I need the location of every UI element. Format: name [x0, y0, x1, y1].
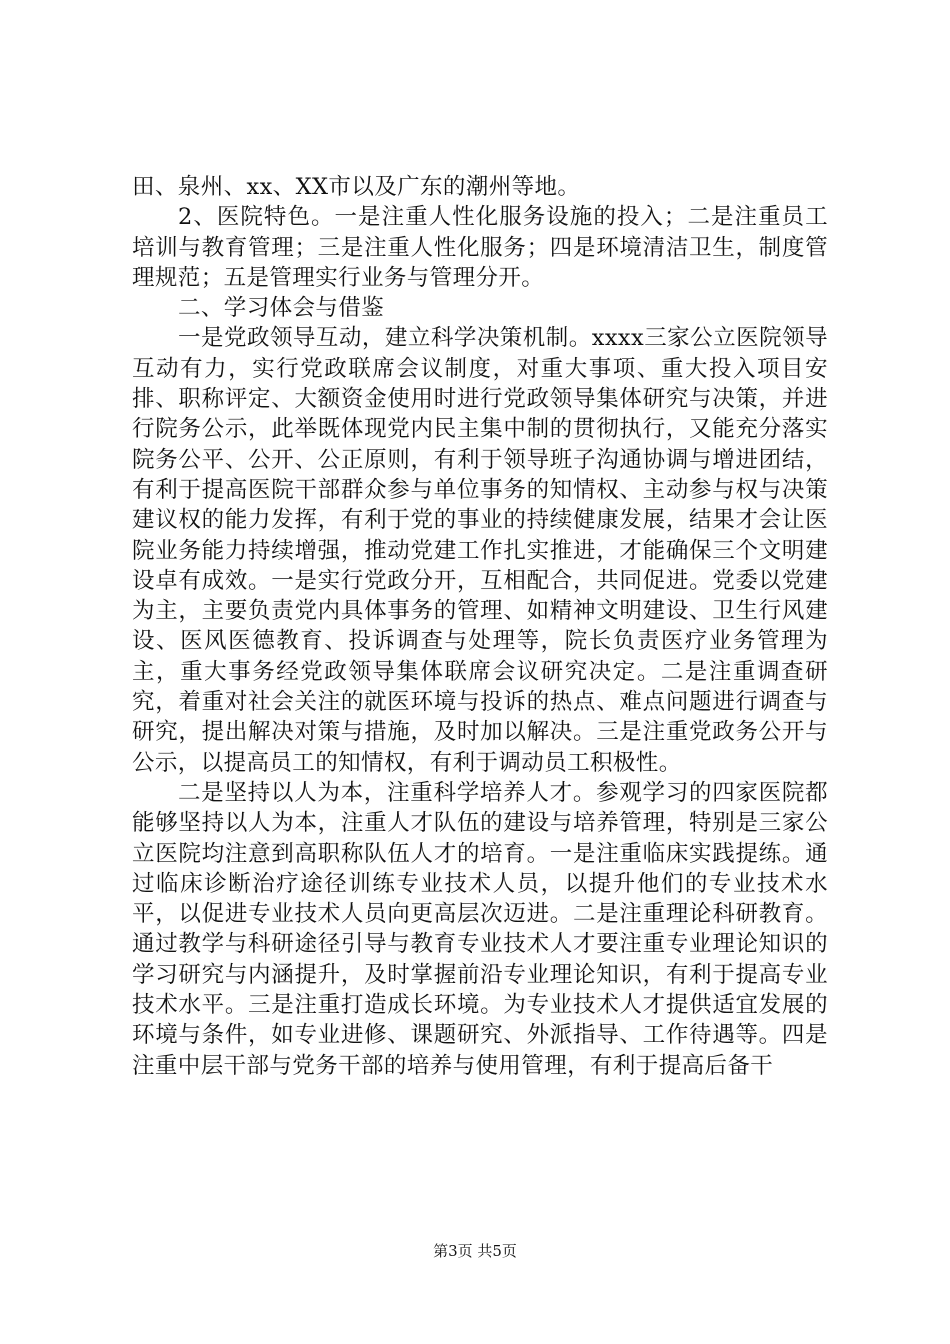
paragraph-hospital-features: 2、医院特色。一是注重人性化服务设施的投入；二是注重员工培训与教育管理；三是注重人性化服务；四是环境清洁卫生，制度管理规范；五是管理实行业务与管理分开。	[132, 204, 828, 291]
section-heading: 二、学习体会与借鉴	[178, 295, 385, 322]
page-number: 第3页 共5页	[433, 1242, 517, 1260]
paragraph-continuation: 田、泉州、xx、XX市以及广东的潮州等地。	[132, 174, 581, 200]
page-footer	[0, 1240, 950, 1261]
paragraph-talent: 二是坚持以人为本，注重科学培养人才。参观学习的四家医院都能够坚持以人为本，注重人才队伍的建设与培养管理，特别是三家公立医院均注意到高职称队伍人才的培育。一是注重临床实践提练。通过临床诊断治疗途径训练专业技术人员，以提升他们的专业技术水平，以促进专业技术人员向更高层次迈进。二是注重理论科研教育。通过教学与科研途径引导与教育专业技术人才要注重专业理论知识的学习研究与内涵提升，及时掌握前沿专业理论知识，有利于提高专业技术水平。三是注重打造成长环境。为专业技术人才提供适宜发展的环境与条件，如专业进修、课题研究、外派指导、工作待遇等。四是注重中层干部与党务干部的培养与使用管理，有利于提高后备干	[132, 779, 828, 1079]
document-body	[132, 172, 828, 1081]
paragraph-leadership: 一是党政领导互动，建立科学决策机制。xxxx三家公立医院领导互动有力，实行党政联席会议制度，对重大事项、重大投入项目安排、职称评定、大额资金使用时进行党政领导集体研究与决策，并进行院务公示，此举既体现党内民主集中制的贯彻执行，又能充分落实院务公平、公开、公正原则，有利于领导班子沟通协调与增进团结，有利于提高医院干部群众参与单位事务的知情权、主动参与权与决策建议权的能力发挥，有利于党的事业的持续健康发展，结果才会让医院业务能力持续增强，推动党建工作扎实推进，才能确保三个文明建设卓有成效。一是实行党政分开，互相配合，共同促进。党委以党建为主，主要负责党内具体事务的管理、如精神文明建设、卫生行风建设、医风医德教育、投诉调查与处理等，院长负责医疗业务管理为主，重大事务经党政领导集体联席会议研究决定。二是注重调查研究，着重对社会关注的就医环境与投诉的热点、难点问题进行调查与研究，提出解决对策与措施，及时加以解决。三是注重党政务公开与公示，以提高员工的知情权，有利于调动员工积极性。	[132, 325, 828, 776]
